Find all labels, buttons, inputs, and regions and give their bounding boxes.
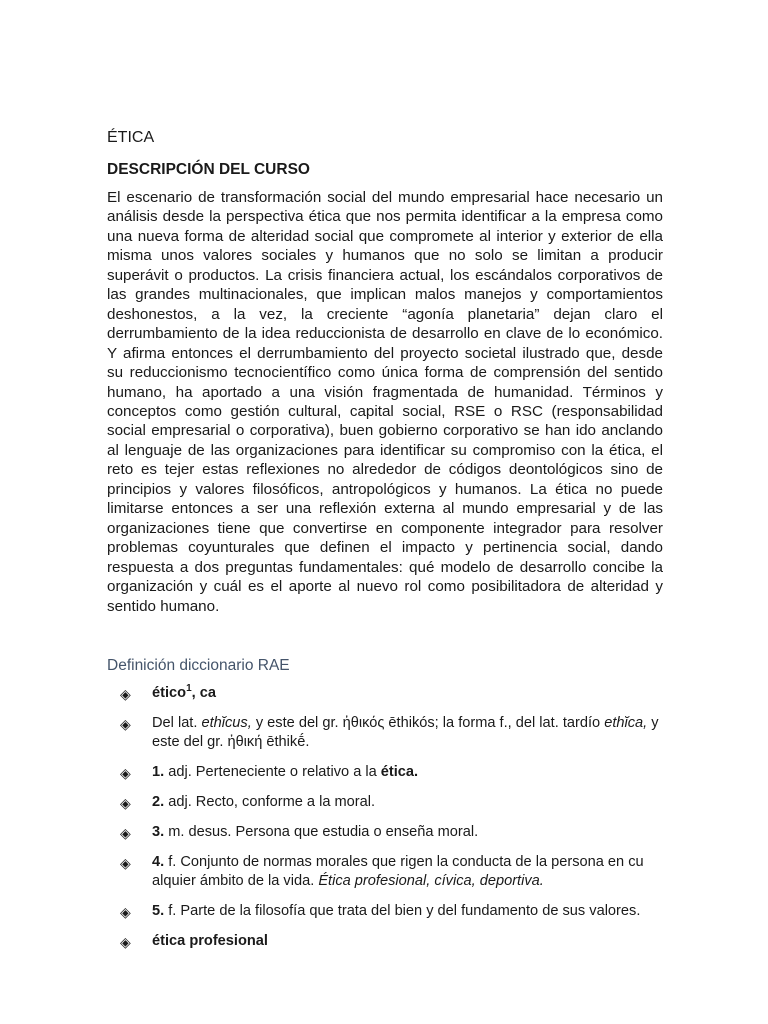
def-text: f. Conjunto de normas morales que rigen la conducta de la persona en cu alquier ámbito de la vida. [152, 853, 644, 889]
diamond-bullet-icon: ◈ [120, 933, 131, 950]
etymology-latin-1: ethĭcus, [201, 714, 252, 731]
subentry-term: ética profesional [152, 932, 268, 949]
etymology-text-4: y este del gr. ἠθική ēthikḗ. [152, 714, 659, 750]
etymology-latin-2: ethĭca, [604, 714, 648, 731]
list-item-def-1 [107, 763, 663, 782]
def-term: ética. [380, 763, 419, 780]
def-text: m. desus. Persona que estudia o enseña moral. [164, 823, 479, 840]
course-heading: DESCRIPCIÓN DEL CURSO [107, 161, 310, 178]
headword: ético [152, 684, 187, 701]
list-item-def-4 [107, 853, 663, 891]
headword-superscript: 1 [186, 683, 192, 695]
def-number: 3. [152, 823, 165, 840]
def-number: 1. [152, 763, 165, 780]
diamond-bullet-icon: ◈ [120, 685, 131, 702]
def-number: 2. [152, 793, 165, 810]
def-number: 5. [152, 902, 165, 919]
etymology-text-1: Del lat. [152, 714, 202, 731]
list-item-etymology [107, 714, 663, 752]
rae-heading: Definición diccionario RAE [107, 656, 290, 674]
definition-list [107, 684, 663, 951]
list-item-headword [107, 684, 663, 703]
def-number: 4. [152, 853, 165, 870]
def-text: f. Parte de la filosofía que trata del bien y del fundamento de sus valores. [164, 902, 641, 919]
diamond-bullet-icon: ◈ [120, 903, 131, 920]
course-description: El escenario de transformación social del mundo empresarial hace necesario un análisis desde la perspectiva ética que nos permita identificar a la empresa como una nueva forma de alteridad social que compromete al interior y exterior de ella misma unos valores sociales y humanos que no solo se limitan a producir superávit o productos. La crisis financiera actual, los escándalos corporativos de las grandes multinacionales, que implican malos manejos y comportamientos deshonestos, a la vez, la creciente “agonía planetaria” dejan claro el derrumbamiento de la idea reduccionista de desarrollo en clave de lo económico. Y afirma entonces el derrumbamiento del proyecto societal ilustrado que, desde su reduccionismo tecnocientífico como única forma de comprensión del sentido humano, ha aportado a una visión fragmentada de humanidad. Términos y conceptos como gestión cultural, capital social, RSE o RSC (responsabilidad social empresarial o corporativa), buen gobierno corporativo se han ido anclando al lenguaje de las organizaciones para identificar su compromiso con la ética, el reto es tejer estas reflexiones no alrededor de códigos deontológicos sino de principios y valores filosóficos, antropológicos y humanos. La ética no puede limitarse entonces a ser una reflexión externa al mundo empresarial y de las organizaciones tiene que convertirse en componente integrador para resolver problemas coyunturales que definen el impacto y pertinencia social, dando respuesta a dos preguntas fundamentales: qué modelo de desarrollo concibe la organización y cuál es el aporte al nuevo rol como posibilitadora de alteridad y sentido humano. [107, 189, 663, 615]
list-item-def-2 [107, 793, 663, 812]
list-item-def-3 [107, 823, 663, 842]
diamond-bullet-icon: ◈ [120, 794, 131, 811]
document-title: ÉTICA [107, 129, 155, 146]
diamond-bullet-icon: ◈ [120, 854, 131, 871]
list-item-def-5 [107, 902, 663, 921]
etymology-text-2: y este del gr. ἠθικός ēthikós; [251, 714, 439, 731]
headword-suffix: , ca [191, 684, 216, 701]
diamond-bullet-icon: ◈ [120, 764, 131, 781]
def-example: Ética profesional, cívica, deportiva. [318, 872, 544, 889]
etymology-text-3: la forma f., del lat. tardío [438, 714, 605, 731]
list-item-subentry [107, 932, 663, 951]
diamond-bullet-icon: ◈ [120, 824, 131, 841]
diamond-bullet-icon: ◈ [120, 715, 131, 732]
document-page [107, 128, 663, 962]
def-text: adj. Perteneciente o relativo a la [164, 763, 381, 780]
def-text: adj. Recto, conforme a la moral. [164, 793, 376, 810]
